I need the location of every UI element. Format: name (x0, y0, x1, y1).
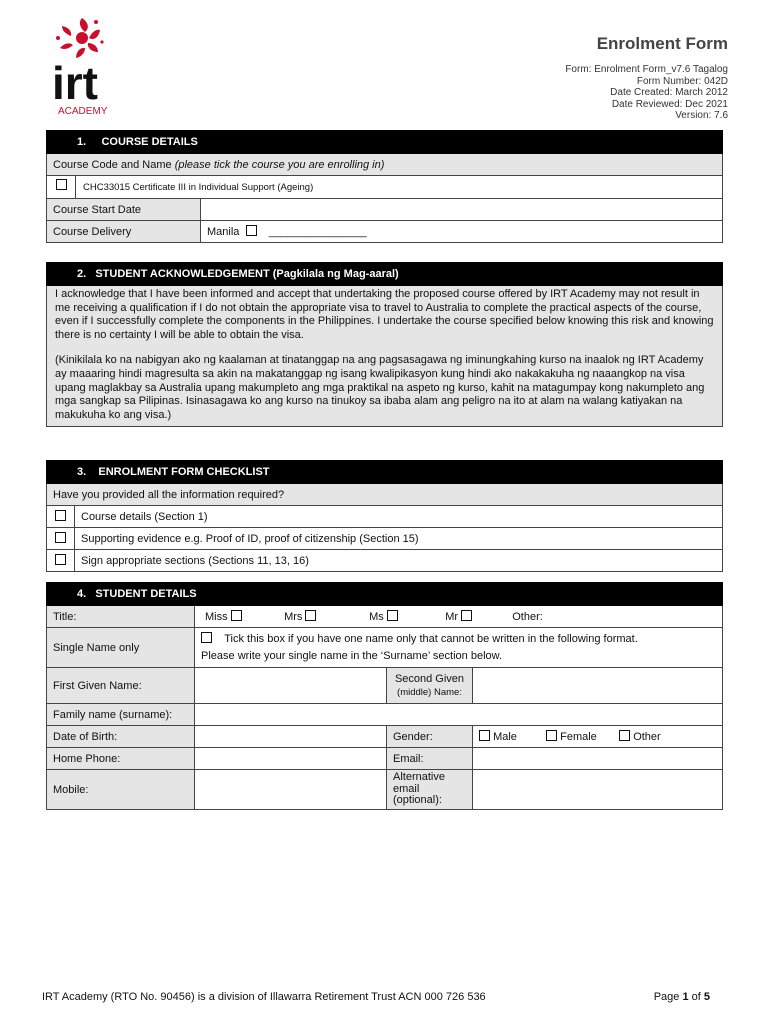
flower-emblem-icon (52, 16, 142, 120)
second-name-label-1: Second Given (394, 672, 465, 685)
page-current: 1 (682, 991, 689, 1003)
title-other-label: Other: (512, 611, 543, 623)
form-meta-0: Form: Enrolment Form_v7.6 Tagalog (565, 64, 728, 75)
section-1-heading: 1. COURSE DETAILS (47, 131, 723, 154)
mobile-field[interactable] (195, 770, 387, 810)
acknowledgement-tagalog: (Kinikilala ko na nabigyan ako ng kaalaman at tinatanggap na ang pagsasagawa ng iminungkahing kurso na inaalok ng IRT Academy ay maaaring hindi magresulta sa akin na makatanggap ng isang kwalipikasyon kung hindi ako nakakakuha ng naaangkop na visa upang maglakbay sa Australia upang makumpleto ang mga praktikal na aspeto ng kurso, kahit na matagumpay kong nakumpleto ang mga sangkap sa Pilipinas. Isinasagawa ko ang kurso na tinukoy sa ibaba alam ang peligro na ito at alam na walang katiyakan na makukuha ko ang visa.) (55, 354, 705, 421)
checklist-item: Sign appropriate sections (Sections 11, 13, 16) (75, 550, 723, 572)
page-total: 5 (703, 991, 710, 1003)
form-meta-4: Version: 7.6 (675, 110, 728, 121)
checklist-item: Course details (Section 1) (75, 506, 723, 528)
second-name-label-2: (middle) Name: (397, 686, 462, 698)
family-name-field[interactable] (195, 704, 723, 726)
student-details-section (46, 582, 723, 810)
acknowledgement-english: I acknowledge that I have been informed and accept that undertaking the proposed course offered by IRT Academy may not result in me receiving a qualification if I do not obtain the appropriate visa to travel to Australia to complete the practical aspects of the course, even if I successfully complete the components in the Philippines. I undertake the course specified below knowing this risk and knowing there is no certainty I will be able to obtain the visa. (55, 288, 714, 341)
delivery-other-blank[interactable]: ________________ (268, 226, 367, 238)
gender-other-label: Other (633, 731, 661, 743)
checklist-section (46, 460, 723, 572)
form-meta-1: Form Number: 042D (636, 75, 728, 87)
title-mrs-checkbox[interactable] (305, 610, 316, 621)
section-4-heading: 4. STUDENT DETAILS (47, 583, 723, 606)
gender-male-checkbox[interactable] (479, 730, 490, 741)
home-phone-label: Home Phone: (47, 748, 195, 770)
page-of: of (688, 991, 704, 1003)
dob-field[interactable] (195, 726, 387, 748)
alt-email-label-3: (optional): (393, 794, 442, 807)
second-name-label (387, 668, 473, 704)
page-number (654, 991, 710, 1003)
mobile-label: Mobile: (47, 770, 195, 810)
checklist-checkbox[interactable] (55, 532, 66, 543)
page-prefix: Page (653, 991, 683, 1003)
family-name-label: Family name (surname): (47, 704, 195, 726)
single-name-checkbox[interactable] (201, 632, 212, 643)
course-prompt-italic: (please tick the course you are enrolling in) (174, 158, 385, 171)
checklist-prompt: Have you provided all the information required? (47, 484, 723, 506)
form-header (565, 34, 728, 122)
single-name-instructions (195, 628, 723, 668)
gender-label: Gender: (387, 726, 473, 748)
page-title: Enrolment Form (596, 34, 728, 53)
course-prompt-text: Course Code and Name (53, 158, 175, 171)
acknowledgement-text (47, 286, 723, 427)
single-name-line2: Please write your single name in the ‘Surname’ section below. (201, 649, 503, 662)
email-field[interactable] (473, 748, 723, 770)
gender-other-checkbox[interactable] (619, 730, 630, 741)
checklist-checkbox[interactable] (55, 510, 66, 521)
single-name-line1: Tick this box if you have one name only that cannot be written in the following format. (224, 632, 638, 645)
gender-female-checkbox[interactable] (546, 730, 557, 741)
start-date-label: Course Start Date (47, 199, 201, 221)
manila-checkbox[interactable] (246, 225, 257, 236)
email-label: Email: (387, 748, 473, 770)
delivery-label: Course Delivery (47, 221, 201, 243)
logo-word: ACADEMY (58, 106, 108, 117)
title-miss-checkbox[interactable] (231, 610, 242, 621)
form-meta-2: Date Created: March 2012 (610, 87, 728, 98)
course-details-section (46, 130, 723, 243)
start-date-field[interactable] (201, 199, 723, 221)
gender-options (473, 726, 723, 748)
section-2-heading: 2. STUDENT ACKNOWLEDGEMENT (Pagkilala ng Mag-aaral) (47, 263, 723, 286)
first-name-label: First Given Name: (47, 668, 195, 704)
title-miss-label: Miss (205, 611, 228, 623)
alt-email-label-1: Alternative (393, 771, 445, 784)
title-mr-checkbox[interactable] (461, 610, 472, 621)
title-ms-label: Ms (369, 611, 384, 623)
delivery-manila-label: Manila (207, 226, 240, 238)
single-name-label: Single Name only (47, 628, 195, 668)
alt-email-label (387, 770, 473, 810)
gender-male-label: Male (493, 731, 517, 743)
course-checkbox[interactable] (56, 179, 67, 190)
second-name-field[interactable] (473, 668, 723, 704)
first-name-field[interactable] (195, 668, 387, 704)
course-prompt (47, 154, 723, 176)
alt-email-label-2: email (393, 782, 420, 795)
alt-email-field[interactable] (473, 770, 723, 810)
title-ms-checkbox[interactable] (387, 610, 398, 621)
logo-letters: irt (52, 57, 98, 109)
acknowledgement-section (46, 262, 723, 427)
title-options (195, 606, 723, 628)
course-option-label: CHC33015 Certificate III in Individual Support (Ageing) (83, 181, 314, 193)
home-phone-field[interactable] (195, 748, 387, 770)
checklist-item: Supporting evidence e.g. Proof of ID, proof of citizenship (Section 15) (75, 528, 723, 550)
checklist-checkbox[interactable] (55, 554, 66, 565)
form-meta-3: Date Reviewed: Dec 2021 (611, 98, 728, 110)
title-label: Title: (47, 606, 195, 628)
footer-text: IRT Academy (RTO No. 90456) is a division of Illawarra Retirement Trust ACN 000 726 536 (42, 991, 486, 1003)
title-mrs-label: Mrs (284, 611, 303, 623)
course-option-row (47, 176, 723, 199)
dob-label: Date of Birth: (47, 726, 195, 748)
irt-academy-logo (52, 16, 142, 120)
title-mr-label: Mr (445, 611, 459, 623)
delivery-field (201, 221, 723, 243)
gender-female-label: Female (560, 731, 597, 743)
section-3-heading: 3. ENROLMENT FORM CHECKLIST (47, 461, 723, 484)
